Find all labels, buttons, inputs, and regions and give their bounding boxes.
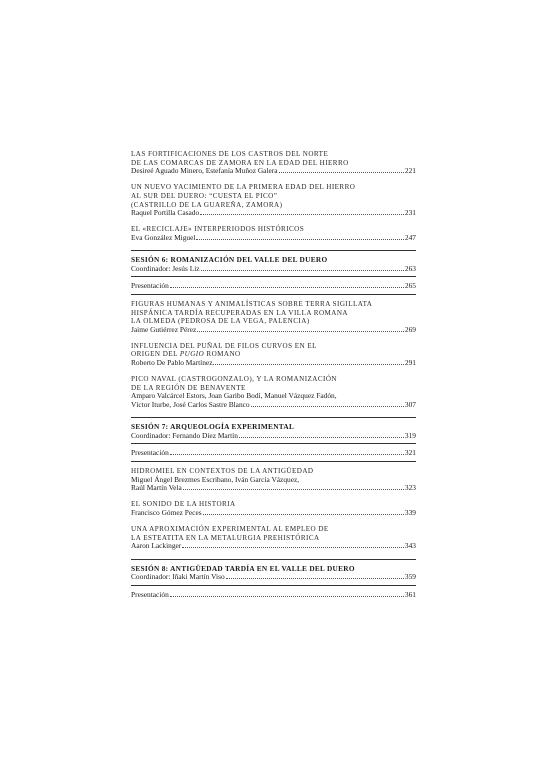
coordinator-name: Coordinador: Iñaki Martín Viso — [131, 572, 225, 582]
toc-entry[interactable] — [131, 150, 416, 176]
session-title: SESIÓN 8: ANTIGÜEDAD TARDÍA EN EL VALLE DEL DUERO — [131, 563, 355, 573]
entry-title-line: HIDROMIEL EN CONTEXTOS DE LA ANTIGÜEDAD — [131, 467, 314, 475]
dot-leader — [183, 489, 404, 490]
entry-authors: Raúl Martín Vela — [131, 483, 182, 493]
session-presentation[interactable] — [131, 449, 416, 458]
divider — [131, 461, 416, 462]
presentation-label: Presentación — [131, 589, 169, 599]
entry-title-line: EL SONIDO DE LA HISTORIA — [131, 500, 236, 509]
dot-leader — [226, 578, 404, 579]
page-number: 359 — [404, 572, 416, 582]
toc-entry[interactable] — [131, 300, 416, 334]
page-number: 269 — [404, 324, 416, 334]
page-number: 231 — [404, 208, 416, 218]
table-of-contents — [131, 150, 416, 599]
entry-authors: Miguel Ángel Brezmes Escribano, Iván García Vázquez, — [131, 474, 300, 484]
toc-entry[interactable] — [131, 342, 416, 368]
toc-entry[interactable] — [131, 375, 416, 409]
session-title: SESIÓN 6: ROMANIZACIÓN DEL VALLE DEL DUERO — [131, 255, 328, 265]
session-coordinator[interactable] — [131, 265, 416, 274]
divider — [131, 417, 416, 418]
entry-title-text: ORIGEN DEL — [131, 350, 178, 359]
entry-title-italic: PUGIO — [179, 350, 205, 359]
entry-authors: Desireé Aguado Minero, Estefanía Muñoz Galera — [131, 166, 278, 176]
entry-title-line: HISPÁNICA TARDÍA RECUPERADAS EN LA VILLA ROMANA — [131, 308, 348, 317]
entry-title-line: UN NUEVO YACIMIENTO DE LA PRIMERA EDAD DEL HIERRO — [131, 183, 356, 192]
dot-leader — [196, 239, 403, 240]
dot-leader — [239, 437, 404, 438]
session-coordinator[interactable] — [131, 573, 416, 582]
page-number: 321 — [404, 448, 416, 458]
divider — [131, 294, 416, 295]
divider — [131, 585, 416, 586]
entry-title-line: LAS FORTIFICACIONES DE LOS CASTROS DEL NORTE — [131, 150, 329, 158]
entry-title-line: LA OLMEDA (PEDROSA DE LA VEGA, PALENCIA) — [131, 317, 310, 326]
entry-title-line: DE LA REGIÓN DE BENAVENTE — [131, 383, 246, 392]
entry-authors: Jaime Gutiérrez Pérez — [131, 324, 197, 334]
divider — [131, 559, 416, 560]
dot-leader — [170, 287, 404, 288]
entry-authors: Víctor Iturbe, José Carlos Sastre Blanco — [131, 400, 250, 410]
toc-entry[interactable] — [131, 225, 416, 242]
entry-title-line: PICO NAVAL (CASTROGONZALO), Y LA ROMANIZACIÓN — [131, 375, 338, 384]
presentation-label: Presentación — [131, 448, 169, 458]
session-title: SESIÓN 7: ARQUEOLOGÍA EXPERIMENTAL — [131, 422, 295, 432]
dot-leader — [213, 364, 403, 365]
page-number: 361 — [404, 589, 416, 599]
dot-leader — [170, 454, 404, 455]
entry-authors: Roberto De Pablo Martínez — [131, 358, 213, 368]
session-6 — [131, 250, 416, 410]
entry-title-line: LA ESTEATITA EN LA METALURGIA PREHISTÓRICA — [131, 533, 320, 542]
entry-title-line: INFLUENCIA DEL PUÑAL DE FILOS CURVOS EN EL — [131, 341, 317, 350]
entry-authors: Amparo Valcárcel Estors, Joan Garibo Bodí, Manuel Vázquez Fadón, — [131, 391, 337, 401]
page-number: 339 — [404, 507, 416, 517]
entry-title-line: FIGURAS HUMANAS Y ANIMALÍSTICAS SOBRE TERRA SIGILLATA — [131, 299, 373, 308]
page-number: 291 — [404, 358, 416, 368]
session-coordinator[interactable] — [131, 432, 416, 441]
entry-title-line: (CASTRILLO DE LA GUAREÑA, ZAMORA) — [131, 200, 283, 209]
divider — [131, 443, 416, 444]
session-8 — [131, 559, 416, 600]
entry-title-line: DE LAS COMARCAS DE ZAMORA EN LA EDAD DEL HIERRO — [131, 158, 349, 167]
entry-title-line: UNA APROXIMACIÓN EXPERIMENTAL AL EMPLEO DE — [131, 525, 329, 534]
entry-authors: Aaron Lackinger — [131, 541, 182, 551]
page-number: 323 — [404, 483, 416, 493]
dot-leader — [203, 514, 404, 515]
coordinator-name: Coordinador: Fernando Díez Martín — [131, 430, 238, 440]
entry-title-text: ROMANO — [204, 350, 241, 359]
page-number: 247 — [404, 232, 416, 242]
dot-leader — [279, 172, 404, 173]
dot-leader — [251, 406, 404, 407]
session-presentation[interactable] — [131, 282, 416, 291]
entry-authors: Francisco Gómez Peces — [131, 507, 202, 517]
divider — [131, 276, 416, 277]
page-number: 343 — [404, 541, 416, 551]
page-number: 265 — [404, 281, 416, 291]
entry-title-line: AL SUR DEL DUERO: “CUESTA EL PICO” — [131, 191, 278, 200]
entry-authors: Raquel Portilla Casado — [131, 208, 200, 218]
toc-entry[interactable] — [131, 525, 416, 551]
toc-entry[interactable] — [131, 500, 416, 517]
dot-leader — [197, 331, 404, 332]
session-7 — [131, 417, 416, 551]
dot-leader — [170, 596, 404, 597]
entry-authors: Eva González Miguel — [131, 232, 196, 242]
page-number: 263 — [404, 263, 416, 273]
entry-title-line: EL «RECICLAJE» INTERPERIODOS HISTÓRICOS — [131, 225, 305, 234]
page-number: 221 — [404, 166, 416, 176]
coordinator-name: Coordinador: Jesús Liz — [131, 263, 200, 273]
toc-entry[interactable] — [131, 183, 416, 217]
page-number: 319 — [404, 430, 416, 440]
session-presentation[interactable] — [131, 591, 416, 600]
presentation-label: Presentación — [131, 281, 169, 291]
dot-leader — [200, 214, 404, 215]
dot-leader — [182, 547, 404, 548]
page-number: 307 — [404, 400, 416, 410]
divider — [131, 250, 416, 251]
dot-leader — [201, 270, 404, 271]
toc-entry[interactable] — [131, 467, 416, 493]
